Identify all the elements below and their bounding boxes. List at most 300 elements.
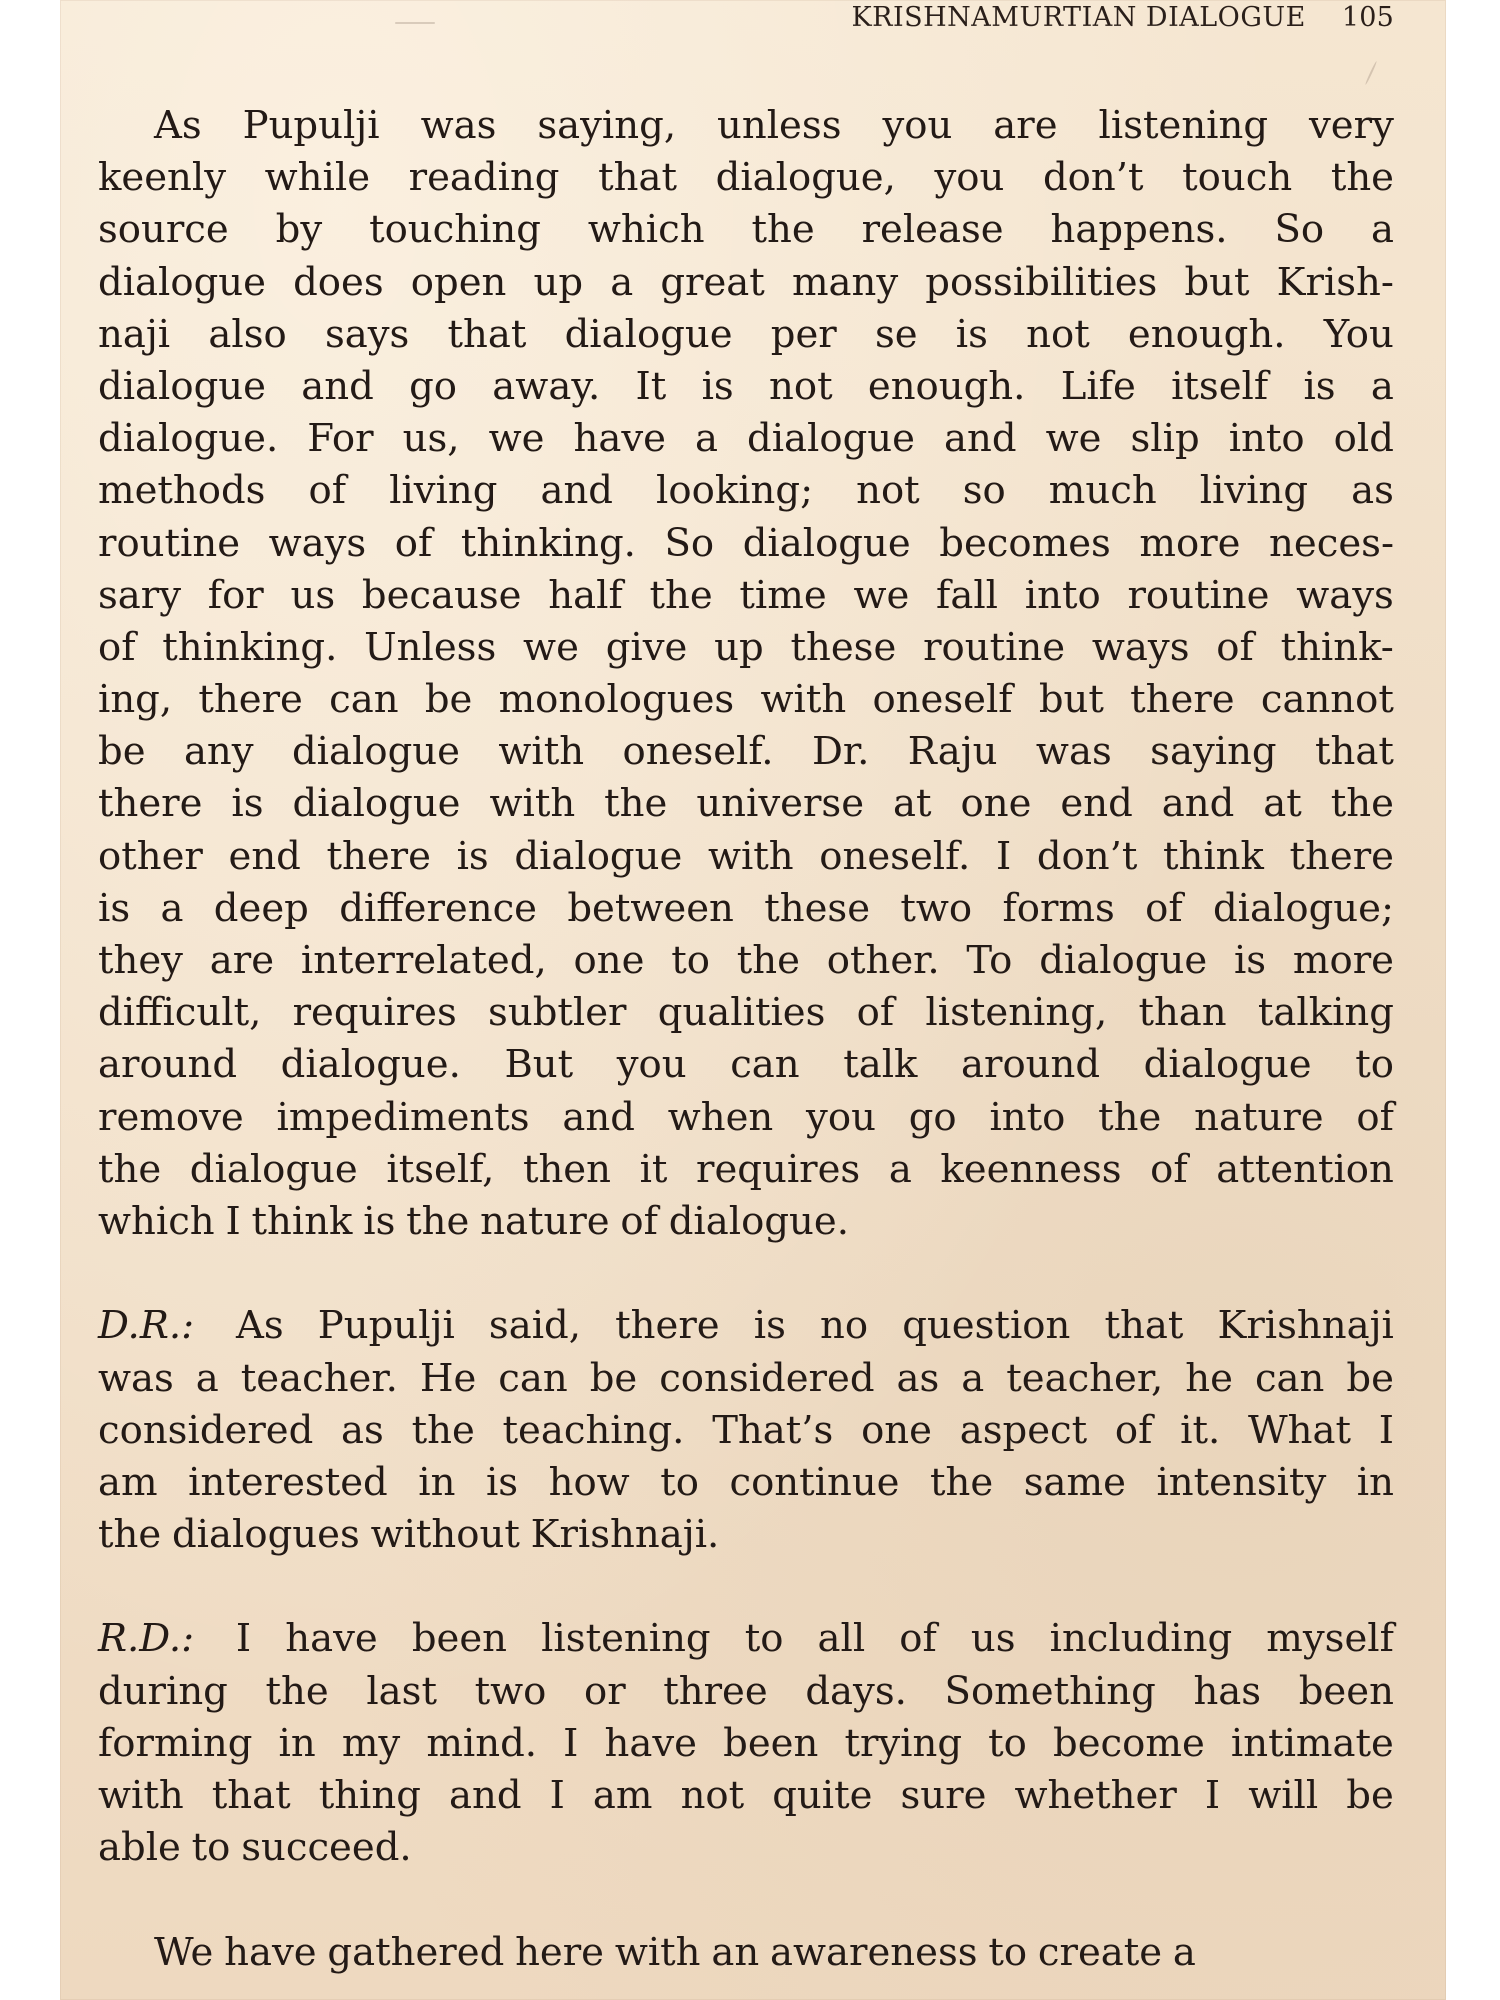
text-line <box>98 674 1394 726</box>
word: that <box>211 1773 291 1818</box>
word: saying <box>1150 729 1277 775</box>
word: these <box>764 885 871 931</box>
word: Life <box>1060 363 1136 409</box>
word: to <box>660 1459 699 1505</box>
word: enough. <box>1127 311 1286 357</box>
word: without <box>370 1512 520 1558</box>
text-line <box>98 1822 1394 1874</box>
paragraph-gap <box>98 1248 1394 1300</box>
word: the <box>1330 155 1394 201</box>
word: but <box>1184 259 1250 305</box>
word: listening <box>541 1616 711 1662</box>
word: becomes <box>939 520 1111 566</box>
word: Pupulji <box>242 103 380 148</box>
word: considered <box>98 1407 314 1453</box>
word: enough. <box>867 363 1026 409</box>
word: when <box>667 1094 774 1140</box>
word: that <box>1104 1303 1184 1349</box>
word: I <box>563 1720 579 1766</box>
word: a <box>610 259 634 305</box>
text-line <box>98 1300 1394 1352</box>
word: Something <box>944 1668 1156 1714</box>
word: in <box>418 1459 456 1505</box>
word: the <box>1330 781 1394 827</box>
word: of <box>394 520 433 566</box>
word: last <box>366 1668 437 1714</box>
word: remove <box>98 1094 244 1140</box>
word: oneself. <box>622 729 774 775</box>
word: aspect <box>959 1407 1088 1453</box>
word: of <box>899 1616 937 1662</box>
word: gathered <box>327 1929 505 1975</box>
word: us <box>970 1616 1016 1662</box>
word: end <box>228 833 301 879</box>
word: dialogue <box>189 1146 358 1192</box>
running-head <box>851 2 1394 33</box>
word: there <box>98 781 203 827</box>
word: source <box>98 207 229 253</box>
word: to <box>744 1616 784 1662</box>
word: three <box>663 1668 768 1714</box>
word: half <box>548 572 623 618</box>
text-line <box>98 1927 1394 1979</box>
word: of <box>856 990 895 1036</box>
word: end <box>1060 781 1133 827</box>
word: listening <box>1098 103 1269 148</box>
word: he <box>1185 1355 1233 1401</box>
word: methods <box>98 468 266 514</box>
word: qualities <box>657 990 826 1036</box>
word: be <box>1346 1355 1394 1401</box>
word: To <box>966 938 1013 983</box>
word: have <box>285 1616 378 1662</box>
word: touching <box>369 207 541 253</box>
word: go <box>908 1094 957 1140</box>
word: have <box>604 1720 698 1766</box>
word: awareness <box>769 1929 978 1975</box>
word: with <box>489 781 576 827</box>
text-line <box>98 1092 1394 1144</box>
word: an <box>711 1929 760 1975</box>
word: of <box>1145 885 1183 931</box>
word: talk <box>843 1042 918 1088</box>
word: go <box>409 363 458 409</box>
word: routine <box>1127 572 1270 618</box>
text-line <box>98 309 1394 361</box>
word: requires <box>292 990 457 1036</box>
word: by <box>275 207 323 253</box>
word: the <box>751 207 815 253</box>
word: also <box>208 311 287 357</box>
word: have <box>224 1929 317 1975</box>
word: As <box>235 1303 284 1349</box>
word: Unless <box>364 624 497 670</box>
word: dialogue. <box>280 1042 461 1088</box>
text-line <box>98 100 1394 152</box>
word: including <box>1049 1616 1233 1662</box>
word: to <box>671 938 710 983</box>
word: ways <box>268 520 367 566</box>
word: you <box>934 155 1005 201</box>
word: that <box>447 311 527 357</box>
word: around <box>98 1042 238 1088</box>
word: other. <box>826 938 940 983</box>
word: dialogue <box>98 259 266 305</box>
paragraph-gap <box>98 1874 1394 1926</box>
word: dialogue <box>98 363 266 409</box>
word: dialogues <box>171 1512 360 1558</box>
word: the <box>265 1668 329 1714</box>
word: great <box>660 259 765 305</box>
text-line <box>98 413 1394 465</box>
word: is <box>753 1303 786 1349</box>
word: more <box>1292 938 1394 983</box>
word: of <box>620 1198 658 1244</box>
word: be <box>424 677 473 723</box>
word: while <box>264 155 371 201</box>
word: dialogue <box>742 520 911 566</box>
word: my <box>341 1720 401 1766</box>
word: of <box>308 468 347 514</box>
paragraph <box>98 1300 1394 1561</box>
word: continue <box>729 1459 900 1505</box>
word: universe <box>696 781 865 827</box>
word: become <box>1053 1720 1205 1766</box>
word: to <box>191 1825 231 1871</box>
word: of <box>98 624 136 670</box>
text-line <box>98 1196 1394 1248</box>
word: nature <box>480 1198 610 1244</box>
word: be <box>98 729 146 775</box>
word: intensity <box>1156 1459 1327 1505</box>
word: whether <box>1014 1773 1177 1818</box>
word: been <box>723 1720 819 1766</box>
text-line <box>98 1770 1394 1822</box>
word: unless <box>717 103 842 148</box>
word: He <box>419 1355 477 1401</box>
word: there <box>198 677 303 723</box>
word: same <box>1023 1459 1126 1505</box>
word: sary <box>98 572 182 618</box>
word: I <box>225 1198 241 1244</box>
word: been <box>1298 1668 1394 1714</box>
speaker-label: D.R.: <box>98 1303 195 1349</box>
word: give <box>605 624 688 670</box>
word: the <box>98 1146 162 1192</box>
word: these <box>790 624 897 670</box>
word: there <box>1130 677 1235 723</box>
text-line <box>98 1613 1394 1665</box>
word: we <box>488 416 545 462</box>
text-line <box>98 622 1394 674</box>
word: so <box>962 468 1006 514</box>
word: So <box>1274 207 1325 253</box>
word: able <box>98 1825 181 1871</box>
word: not <box>1026 311 1090 357</box>
word: thinking. <box>162 624 338 670</box>
paragraph-gap <box>98 1561 1394 1613</box>
word: thing <box>318 1773 421 1818</box>
word: dialogue <box>292 781 461 827</box>
word: which <box>587 207 705 253</box>
word: forms <box>1002 885 1115 931</box>
word: is <box>1303 363 1336 409</box>
text-line <box>98 1353 1394 1405</box>
word: into <box>989 1094 1066 1140</box>
text-line <box>98 883 1394 935</box>
text-line <box>98 1457 1394 1509</box>
word: teaching. <box>502 1407 685 1453</box>
word: per <box>770 311 837 357</box>
word: has <box>1193 1668 1262 1714</box>
word: subtler <box>488 990 627 1036</box>
word: or <box>583 1668 626 1714</box>
word: very <box>1309 103 1394 148</box>
page-number: 105 <box>1341 2 1394 33</box>
word: is <box>701 363 734 409</box>
word: they <box>98 938 183 983</box>
word: don’t <box>1042 155 1144 201</box>
word: time <box>739 572 827 618</box>
word: during <box>98 1668 228 1714</box>
word: that <box>1315 729 1394 775</box>
word: can <box>498 1355 568 1401</box>
word: that <box>598 155 677 201</box>
word: cannot <box>1260 677 1394 723</box>
word: a <box>1172 1929 1196 1975</box>
word: and <box>562 1094 635 1140</box>
word: between <box>567 885 734 931</box>
word: with <box>707 833 794 879</box>
word: than <box>1138 990 1227 1036</box>
word: can <box>730 1042 800 1088</box>
word: think- <box>1280 624 1394 670</box>
word: a <box>961 1355 985 1401</box>
word: said, <box>488 1303 582 1349</box>
word: nature <box>1194 1094 1324 1140</box>
word: it <box>639 1146 668 1192</box>
word: It <box>635 363 667 409</box>
word: is <box>955 311 988 357</box>
word: and <box>301 363 374 409</box>
text-line <box>98 1405 1394 1457</box>
word: all <box>817 1616 866 1662</box>
word: and <box>944 416 1017 462</box>
word: talking <box>1257 990 1394 1036</box>
word: the <box>411 1407 475 1453</box>
word: to <box>1355 1042 1394 1088</box>
word: with <box>498 729 585 775</box>
word: two <box>474 1668 547 1714</box>
word: the <box>649 572 713 618</box>
word: living <box>389 468 498 514</box>
word: difference <box>339 885 538 931</box>
word: considered <box>659 1355 875 1401</box>
word: of <box>1356 1094 1394 1140</box>
word: one <box>861 1407 932 1453</box>
text-line <box>98 935 1394 987</box>
word: in <box>278 1720 316 1766</box>
word: oneself <box>872 677 1013 723</box>
word: reading <box>408 155 560 201</box>
word: is <box>485 1459 519 1505</box>
word: to <box>988 1720 1027 1766</box>
word: how <box>548 1459 630 1505</box>
text-line <box>98 1509 1394 1561</box>
word: se <box>874 311 918 357</box>
word: can <box>1254 1355 1325 1401</box>
word: think <box>251 1198 353 1244</box>
word: of <box>1114 1407 1153 1453</box>
word: you <box>616 1042 687 1088</box>
word: looking; <box>656 468 814 514</box>
word: many <box>791 259 899 305</box>
word: itself, <box>386 1146 495 1192</box>
word: interested <box>188 1459 388 1505</box>
word: but <box>1038 677 1104 723</box>
word: fall <box>936 572 999 618</box>
word: as <box>1351 468 1394 514</box>
word: impediments <box>276 1094 530 1140</box>
text-line <box>98 570 1394 622</box>
word: listening, <box>925 990 1108 1036</box>
word: So <box>664 520 715 566</box>
word: are <box>993 103 1058 148</box>
word: teacher, <box>1006 1355 1164 1401</box>
text-line <box>98 831 1394 883</box>
word: have <box>573 416 666 462</box>
word: routine <box>923 624 1066 670</box>
word: happens. <box>1050 207 1228 253</box>
text-line <box>98 726 1394 778</box>
word: neces- <box>1269 520 1394 566</box>
word: you <box>806 1094 876 1140</box>
body-text <box>98 100 1394 1979</box>
word: teacher. <box>240 1355 398 1401</box>
text-line <box>98 987 1394 1039</box>
word: Raju <box>907 729 998 775</box>
word: I <box>549 1773 565 1818</box>
word: days. <box>805 1668 907 1714</box>
word: of <box>1216 624 1254 670</box>
word: there <box>1289 833 1394 879</box>
word: dialogue <box>1039 938 1208 983</box>
word: Pupulji <box>317 1303 455 1349</box>
word: more <box>1139 520 1241 566</box>
word: That’s <box>712 1407 834 1453</box>
word: What <box>1247 1407 1351 1453</box>
word: is <box>231 781 264 827</box>
word: much <box>1048 468 1157 514</box>
word: no <box>820 1303 869 1349</box>
word: will <box>1248 1773 1319 1818</box>
word: and <box>540 468 613 514</box>
text-line <box>98 257 1394 309</box>
word: Dr. <box>811 729 870 775</box>
word: at <box>893 781 932 827</box>
word: dialogue <box>514 833 683 879</box>
word: saying, <box>537 103 677 148</box>
word: a <box>1370 363 1394 409</box>
text-line <box>98 204 1394 256</box>
word: which <box>98 1198 215 1244</box>
book-page <box>60 0 1446 2000</box>
word: are <box>209 938 275 983</box>
word: I <box>995 833 1012 879</box>
smudge-mark <box>395 22 435 24</box>
word: and <box>449 1773 522 1818</box>
word: routine <box>98 520 241 566</box>
word: attention <box>1216 1146 1394 1192</box>
word: think <box>1163 833 1264 879</box>
word: ways <box>1091 624 1190 670</box>
word: is <box>98 885 131 931</box>
word: the <box>930 1459 994 1505</box>
word: the <box>604 781 668 827</box>
word: am <box>98 1459 158 1505</box>
word: Krishnaji. <box>530 1512 720 1558</box>
word: sure <box>900 1773 987 1818</box>
word: with <box>98 1773 184 1818</box>
smudge-mark <box>1365 61 1378 85</box>
word: ways <box>1296 572 1394 618</box>
paragraph <box>98 100 1394 1248</box>
word: deep <box>213 885 309 931</box>
word: with <box>760 677 847 723</box>
word: For <box>307 416 374 462</box>
word: old <box>1333 416 1394 462</box>
word: a <box>1371 207 1394 253</box>
text-line <box>98 1039 1394 1091</box>
word: dialogue <box>1143 1042 1312 1088</box>
word: not <box>680 1773 745 1818</box>
word: is <box>1233 938 1267 983</box>
paragraph <box>98 1927 1394 1979</box>
word: been <box>411 1616 508 1662</box>
text-line <box>98 778 1394 830</box>
word: quite <box>772 1773 873 1818</box>
running-title: KRISHNAMURTIAN DIALOGUE <box>851 2 1306 33</box>
word: as <box>896 1355 940 1401</box>
word: am <box>592 1773 653 1818</box>
word: we <box>853 572 910 618</box>
word: here <box>515 1929 605 1975</box>
word: touch <box>1182 155 1293 201</box>
word: living <box>1199 468 1309 514</box>
word: forming <box>98 1720 253 1766</box>
word: other <box>98 833 203 879</box>
word: be <box>1346 1773 1394 1818</box>
word: into <box>1024 572 1101 618</box>
word: a <box>888 1146 912 1192</box>
text-line <box>98 1718 1394 1770</box>
word: was <box>420 103 497 148</box>
text-line <box>98 518 1394 570</box>
word: I <box>235 1616 252 1662</box>
word: slip <box>1130 416 1200 462</box>
word: there <box>615 1303 720 1349</box>
word: monologues <box>498 677 735 723</box>
paragraph <box>98 1613 1394 1874</box>
word: says <box>324 311 410 357</box>
word: Krish- <box>1276 259 1394 305</box>
word: in <box>1356 1459 1394 1505</box>
word: keenness <box>940 1146 1122 1192</box>
word: the <box>406 1198 470 1244</box>
word: one <box>960 781 1032 827</box>
word: itself <box>1171 363 1269 409</box>
word: We <box>154 1929 214 1975</box>
